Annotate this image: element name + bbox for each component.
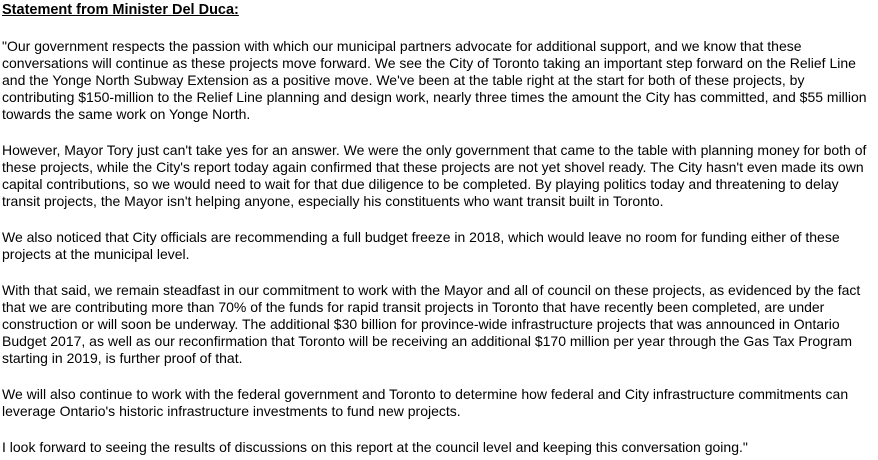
- statement-paragraph-3: We also noticed that City officials are recommending a full budget freeze in 2018, which would leave no room for funding either of these projects at the municipal level.: [2, 229, 840, 262]
- statement-paragraph-6: I look forward to seeing the results of discussions on this report at the council level and keeping this conversation going.": [2, 439, 748, 455]
- statement-paragraph-2: However, Mayor Tory just can't take yes for an answer. We were the only government that came to the table with planning money for both of these projects, while the City's report today again confirmed that these projects are not yet shovel ready. The City hasn't even made its own capital contributions, so we would need to wait for that due diligence to be completed. By playing politics today and threatening to delay transit projects, the Mayor isn't helping anyone, especially his constituents who want transit built in Toronto.: [2, 142, 867, 209]
- statement-paragraph-5: We will also continue to work with the federal government and Toronto to determine how federal and City infrastructure commitments can leverage Ontario's historic infrastructure investments to fund new projects.: [2, 386, 849, 419]
- statement-paragraph-1: "Our government respects the passion with which our municipal partners advocate for additional support, and we know that these conversations will continue as these projects move forward. We see the City of Toronto taking an important step forward on the Relief Line and the Yonge North Subway Extension as a positive move. We've been at the table right at the start for both of these projects, by contributing $150-million to the Relief Line planning and design work, nearly three times the amount the City has committed, and $55 million towards the same work on Yonge North.: [2, 38, 867, 122]
- statement-paragraph-4: With that said, we remain steadfast in our commitment to work with the Mayor and all of council on these projects, as evidenced by the fact that we are contributing more than 70% of the funds for rapid transit projects in Toronto that have recently been completed, are under construction or will soon be underway. The additional $30 billion for province-wide infrastructure projects that was announced in Ontario Budget 2017, as well as our reconfirmation that Toronto will be receiving an additional $170 million per year through the Gas Tax Program starting in 2019, is further proof of that.: [2, 282, 861, 366]
- statement-title: Statement from Minister Del Duca:: [2, 2, 239, 18]
